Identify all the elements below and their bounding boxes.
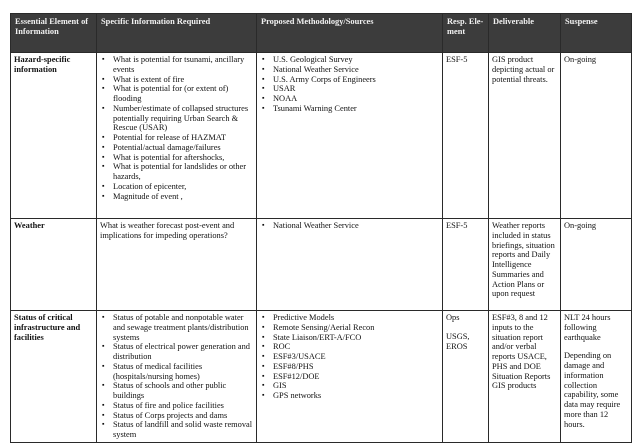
suspense-cell: On-going xyxy=(561,219,632,311)
list-item: ▪ National Weather Service xyxy=(273,221,439,231)
methodology-list xyxy=(260,55,439,114)
suspense-line: NLT 24 hours following earthquake xyxy=(564,313,611,342)
list-item: ▪ ESF#8/PHS xyxy=(273,362,439,372)
header-suspense: Suspense xyxy=(561,14,632,53)
list-item: ▪ What is extent of fire xyxy=(113,75,253,85)
list-item: ▪ Status of landfill and solid waste removal system xyxy=(113,420,253,440)
list-item: ▪ NOAA xyxy=(273,94,439,104)
list-item: ▪ ROC xyxy=(273,342,439,352)
deliverable-cell: Weather reports included in status briefings, situation reports and Daily Intelligence Summaries and Action Plans or upon request xyxy=(489,219,561,311)
header-essential: Essential Element of Information xyxy=(11,14,97,53)
header-deliverable: Deliverable xyxy=(489,14,561,53)
list-item: ▪ GIS xyxy=(273,381,439,391)
list-item: ▪ Potential for release of HAZMAT xyxy=(113,133,253,143)
resp-cell: ESF-5 xyxy=(443,53,489,219)
list-item: ▪ Status of electrical power generation and distribution xyxy=(113,342,253,362)
essential-cell: Hazard-specific information xyxy=(11,53,97,219)
list-item: ▪ Predictive Models xyxy=(273,313,439,323)
list-item: ▪ ESF#3/USACE xyxy=(273,352,439,362)
list-item: ▪ U.S. Army Corps of Engineers xyxy=(273,75,439,85)
list-item: ▪ Tsunami Warning Center xyxy=(273,104,439,114)
specific-cell: What is weather forecast post-event and implications for impeding operations? xyxy=(97,219,257,311)
methodology-cell xyxy=(257,311,443,443)
list-item: ▪ GPS networks xyxy=(273,391,439,401)
methodology-list xyxy=(260,313,439,401)
table-row xyxy=(11,219,632,311)
essential-cell: Weather xyxy=(11,219,97,311)
specific-list xyxy=(100,55,253,201)
list-item: ▪ USAR xyxy=(273,84,439,94)
resp-line: Ops xyxy=(446,313,460,322)
table-row xyxy=(11,53,632,219)
methodology-cell xyxy=(257,53,443,219)
header-methodology: Proposed Methodology/Sources xyxy=(257,14,443,53)
list-item: ▪ What is potential for tsunami, ancillary events xyxy=(113,55,253,75)
list-item: ▪ What is potential for aftershocks, xyxy=(113,153,253,163)
suspense-cell xyxy=(561,311,632,443)
methodology-cell xyxy=(257,219,443,311)
specific-list xyxy=(100,313,253,440)
deliverable-cell: GIS product depicting actual or potential threats. xyxy=(489,53,561,219)
list-item: ▪ ESF#12/DOE xyxy=(273,372,439,382)
table-row xyxy=(11,311,632,443)
list-item: ▪ Status of Corps projects and dams xyxy=(113,411,253,421)
suspense-cell: On-going xyxy=(561,53,632,219)
list-item: ▪ State Liaison/ERT-A/FCO xyxy=(273,333,439,343)
list-item: ▪ Status of schools and other public buildings xyxy=(113,381,253,401)
suspense-line: Depending on damage and information collection capability, some data may require more than 12 hours. xyxy=(564,351,621,429)
specific-cell xyxy=(97,311,257,443)
list-item: ▪ Status of potable and nonpotable water and sewage treatment plants/distribution systems xyxy=(113,313,253,342)
header-specific: Specific Information Required xyxy=(97,14,257,53)
list-item: ▪ Location of epicenter, xyxy=(113,182,253,192)
resp-line: USGS, EROS xyxy=(446,331,470,351)
specific-cell xyxy=(97,53,257,219)
methodology-list xyxy=(260,221,439,231)
list-item: ▪ Potential/actual damage/failures xyxy=(113,143,253,153)
list-item: ▪ Magnitude of event , xyxy=(113,192,253,202)
essential-cell: Status of critical infrastructure and facilities xyxy=(11,311,97,443)
deliverable-cell: ESF#3, 8 and 12 inputs to the situation report and/or verbal reports USACE, PHS and DOE Situation Reports GIS products xyxy=(489,311,561,443)
header-row xyxy=(11,14,632,53)
list-item: ▪ What is potential for landslides or other hazards, xyxy=(113,162,253,182)
header-resp: Resp. Ele-ment xyxy=(443,14,489,53)
list-item: ▪ Status of medical facilities (hospitals/nursing homes) xyxy=(113,362,253,382)
list-item: ▪ U.S. Geological Survey xyxy=(273,55,439,65)
resp-cell xyxy=(443,311,489,443)
list-item: ▪ What is potential for (or extent of) flooding xyxy=(113,84,253,104)
resp-cell: ESF-5 xyxy=(443,219,489,311)
eei-table xyxy=(10,13,632,443)
list-item: ▪ Number/estimate of collapsed structures potentially requiring Urban Search & Rescue (USAR) xyxy=(113,104,253,133)
list-item: ▪ Status of fire and police facilities xyxy=(113,401,253,411)
list-item: ▪ National Weather Service xyxy=(273,65,439,75)
list-item: ▪ Remote Sensing/Aerial Recon xyxy=(273,323,439,333)
